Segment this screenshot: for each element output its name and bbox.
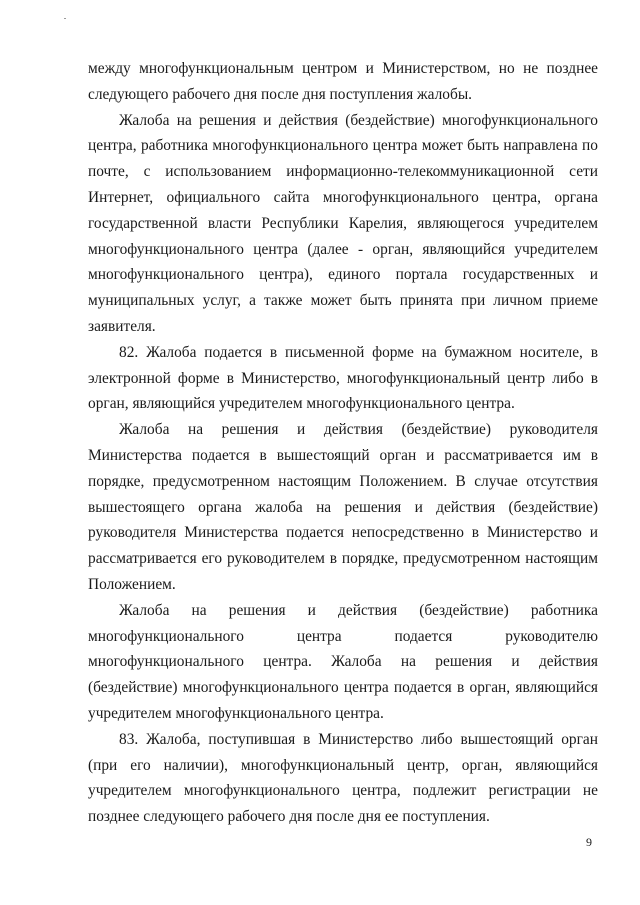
paragraph-complaint-against-mfc-worker: Жалоба на решения и действия (бездействие) работника многофункционального центра подается руководителю многофункционального центра. Жалоба на решения и действия (бездействие) многофункционального центра подается в орган, являющийся учредителем многофункционального центра.: [88, 601, 598, 722]
page-number: 9: [586, 835, 592, 849]
paragraph-83-registration: 83. Жалоба, поступившая в Министерство либо вышестоящий орган (при его наличии), многофункциональный центр, орган, являющийся учредителем многофункционального центра, подлежит регистрации не позднее следующего рабочего дня после дня ее поступления.: [88, 730, 598, 826]
paragraph-continuation: между многофункциональным центром и Министерством, но не позднее следующего рабочего дня после дня поступления жалобы.: [88, 60, 598, 103]
scan-speck: [64, 18, 66, 19]
body-text: [88, 56, 598, 830]
paragraph-82-written-form: 82. Жалоба подается в письменной форме на бумажном носителе, в электронной форме в Министерство, многофункциональный центр либо в орган, являющийся учредителем многофункционального центра.: [88, 343, 598, 413]
paragraph-complaint-against-head: Жалоба на решения и действия (бездействие) руководителя Министерства подается в вышестоящий орган и рассматривается им в порядке, предусмотренном настоящим Положением. В случае отсутствия вышестоящего органа жалоба на решения и действия (бездействие) руководителя Министерства подается непосредственно в Министерство и рассматривается его руководителем в порядке, предусмотренном настоящим Положением.: [88, 421, 598, 593]
paragraph-complaint-submission-channels: Жалоба на решения и действия (бездействие) многофункционального центра, работника многофункционального центра может быть направлена по почте, с использованием информационно-телекоммуникационной сети Интернет, официального сайта многофункционального центра, органа государственной власти Республики Карелия, являющегося учредителем многофункционального центра (далее - орган, являющийся учредителем многофункционального центра), единого портала государственных и муниципальных услуг, а также может быть принята при личном приеме заявителя.: [88, 111, 598, 335]
